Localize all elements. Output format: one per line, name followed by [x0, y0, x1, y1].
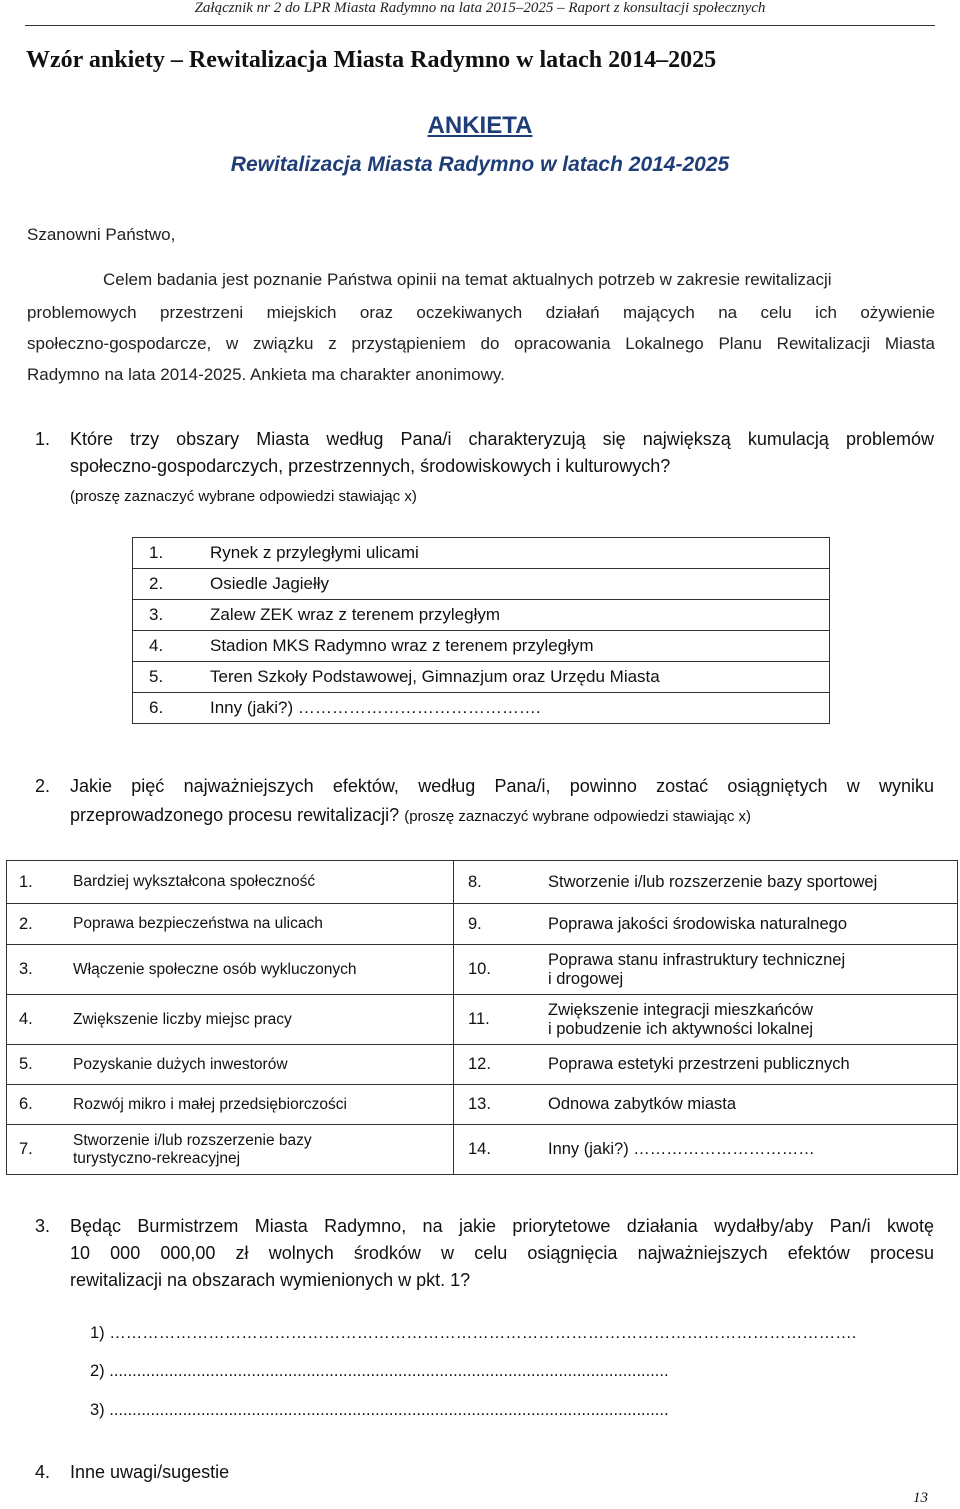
page-number: 13 [913, 1490, 928, 1506]
option-label [59, 1125, 454, 1175]
option-number[interactable]: 2. [7, 904, 60, 945]
option-label-line: turystyczno-rekreacyjnej [73, 1149, 241, 1167]
answer-line-3[interactable]: 3) .......................................................................................................................... [90, 1401, 669, 1419]
greeting: Szanowni Państwo, [27, 225, 176, 244]
option-label [534, 995, 958, 1045]
question-4-number: 4. [35, 1462, 51, 1482]
option-number[interactable]: 9. [454, 904, 535, 945]
header-divider [25, 25, 935, 26]
question-1-hint: (proszę zaznaczyć wybrane odpowiedzi stawiając x) [70, 488, 417, 505]
form-heading: ANKIETA [427, 112, 533, 139]
header-note: Załącznik nr 2 do LPR Miasta Radymno na lata 2015–2025 – Raport z konsultacji społecznych [194, 0, 766, 16]
option-number[interactable]: 8. [454, 861, 535, 904]
question-2-text-end: przeprowadzonego procesu rewitalizacji? [70, 805, 400, 825]
option-row[interactable] [133, 631, 830, 662]
intro-text-line: problemowych przestrzeni miejskich oraz oczekiwanych działań mających na celu ich ożywienie [27, 303, 935, 322]
option-number: 4. [133, 631, 197, 662]
option-row[interactable] [133, 600, 830, 631]
option-label: Poprawa bezpieczeństwa na ulicach [59, 904, 454, 945]
option-row[interactable] [133, 662, 830, 693]
option-label: Stadion MKS Radymno wraz z terenem przyległym [196, 631, 830, 662]
option-label-line: Poprawa stanu infrastruktury technicznej [548, 950, 846, 969]
option-number[interactable]: 14. [454, 1125, 535, 1175]
option-label: Włączenie społeczne osób wykluczonych [59, 945, 454, 995]
question-1-number: 1. [35, 429, 51, 449]
option-row[interactable] [133, 693, 830, 724]
option-label: Poprawa estetyki przestrzeni publicznych [534, 1045, 958, 1085]
question-3-text: rewitalizacji na obszarach wymienionych w pkt. 1? [70, 1270, 471, 1290]
option-number: 3. [133, 600, 197, 631]
option-number[interactable]: 11. [454, 995, 535, 1045]
intro-text-line: społeczno-gospodarcze, w związku z przystąpieniem do opracowania Lokalnego Planu Rewitalizacji Miasta [27, 334, 935, 353]
option-row[interactable] [133, 569, 830, 600]
option-label: Odnowa zabytków miasta [534, 1085, 958, 1125]
option-number[interactable]: 5. [7, 1045, 60, 1085]
option-label: Inny (jaki?) …………………………… [534, 1125, 958, 1175]
question-1-text: społeczno-gospodarczych, przestrzennych, środowiskowych i kulturowych? [70, 456, 671, 476]
intro-text-line: Celem badania jest poznanie Państwa opinii na temat aktualnych potrzeb w zakresie rewitalizacji [103, 270, 832, 289]
option-number[interactable]: 4. [7, 995, 60, 1045]
option-label-line: Stworzenie i/lub rozszerzenie bazy [73, 1131, 312, 1149]
option-number: 2. [133, 569, 197, 600]
option-label: Stworzenie i/lub rozszerzenie bazy sportowej [534, 861, 958, 904]
option-number[interactable]: 7. [7, 1125, 60, 1175]
option-label: Osiedle Jagiełły [196, 569, 830, 600]
option-label: Poprawa jakości środowiska naturalnego [534, 904, 958, 945]
option-label [534, 945, 958, 995]
option-number[interactable]: 13. [454, 1085, 535, 1125]
option-number: 1. [133, 538, 197, 569]
question-2-number: 2. [35, 776, 51, 796]
intro-text-line: Radymno na lata 2014-2025. Ankieta ma charakter anonimowy. [27, 365, 505, 384]
option-number[interactable]: 6. [7, 1085, 60, 1125]
option-label-line: Zwiększenie integracji mieszkańców [548, 1000, 814, 1019]
option-label: Zalew ZEK wraz z terenem przyległym [196, 600, 830, 631]
answer-line-1[interactable]: 1) ………………………………………………………………………………………………………………………. [90, 1324, 857, 1342]
option-label-line: i pobudzenie ich aktywności lokalnej [548, 1019, 814, 1038]
question-2-text [70, 805, 751, 826]
answer-line-2[interactable]: 2) .......................................................................................................................... [90, 1362, 669, 1380]
option-number: 6. [133, 693, 197, 724]
option-label: Rynek z przyległymi ulicami [196, 538, 830, 569]
question-2-text: Jakie pięć najważniejszych efektów, według Pana/i, powinno zostać osiągniętych w wyniku [70, 776, 934, 796]
option-label: Inny (jaki?) ……………………………………. [196, 693, 830, 724]
option-number[interactable]: 12. [454, 1045, 535, 1085]
option-label: Bardziej wykształcona społeczność [59, 861, 454, 904]
option-row[interactable] [133, 538, 830, 569]
question-3-text: 10 000 000,00 zł wolnych środków w celu osiągnięcia najważniejszych efektów procesu [70, 1243, 934, 1263]
question-1-text: Które trzy obszary Miasta według Pana/i charakteryzują się największą kumulacją problemów [70, 429, 934, 449]
option-label-line: i drogowej [548, 969, 624, 988]
question-3-text: Będąc Burmistrzem Miasta Radymno, na jakie priorytetowe działania wydałby/aby Pan/i kwotę [70, 1216, 934, 1236]
option-number: 5. [133, 662, 197, 693]
option-label: Zwiększenie liczby miejsc pracy [59, 995, 454, 1045]
question-2-options-table [6, 860, 958, 1175]
question-4-text: Inne uwagi/sugestie [70, 1462, 230, 1482]
question-1-options-table [132, 537, 830, 724]
option-label: Pozyskanie dużych inwestorów [59, 1045, 454, 1085]
question-3-number: 3. [35, 1216, 51, 1236]
option-label: Rozwój mikro i małej przedsiębiorczości [59, 1085, 454, 1125]
option-number[interactable]: 1. [7, 861, 60, 904]
form-subtitle: Rewitalizacja Miasta Radymno w latach 2014-2025 [230, 153, 730, 176]
question-2-hint: (proszę zaznaczyć wybrane odpowiedzi stawiając x) [404, 808, 752, 825]
option-number[interactable]: 10. [454, 945, 535, 995]
document-title: Wzór ankiety – Rewitalizacja Miasta Radymno w latach 2014–2025 [26, 47, 717, 73]
option-label: Teren Szkoły Podstawowej, Gimnazjum oraz Urzędu Miasta [196, 662, 830, 693]
option-number[interactable]: 3. [7, 945, 60, 995]
